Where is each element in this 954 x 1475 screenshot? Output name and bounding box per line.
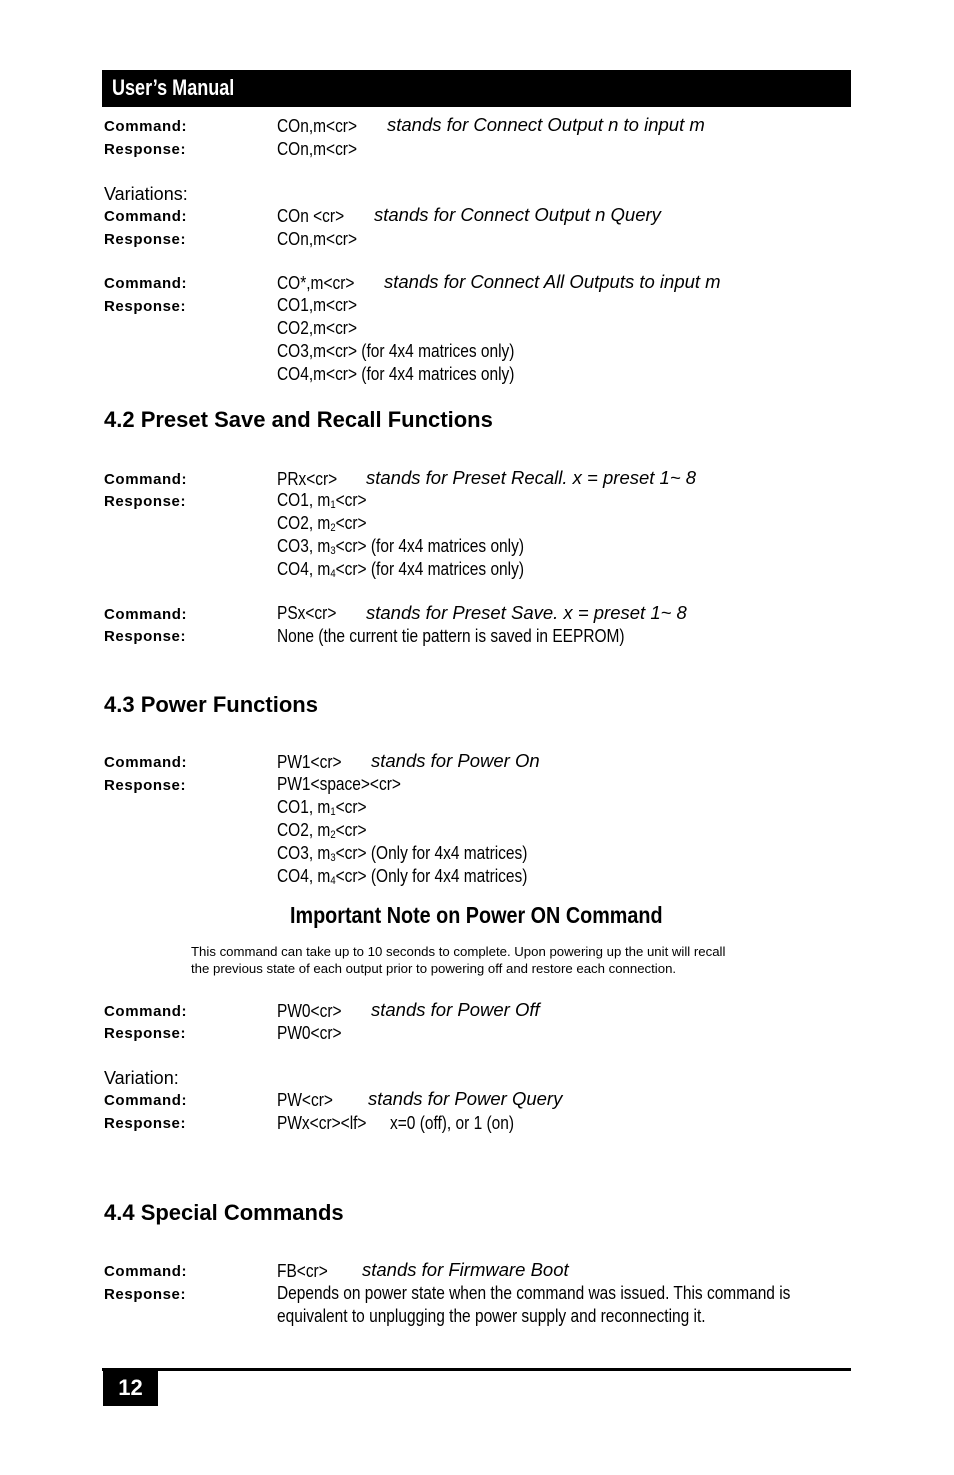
response-label: Response: [104, 493, 187, 510]
variations-label: Variations: [104, 184, 188, 204]
response-line: CO1, $m_1<cr>$ [277, 490, 367, 511]
command-value: COn,m<cr> [277, 116, 358, 136]
response-label: Response: [104, 141, 187, 158]
command-value: PRx<cr> [277, 469, 338, 489]
response-label: Response: [104, 231, 187, 248]
response-list [277, 1282, 790, 1328]
response-label: Response: [104, 298, 187, 315]
response-line: CO3, $m_3<cr> (for$ 4x4 matrices only) [277, 536, 525, 557]
response-label: Response: [104, 1025, 187, 1042]
command-description: stands for Connect All Outputs to input m [384, 271, 721, 292]
response-label: Response: [104, 1286, 187, 1303]
response-list [277, 773, 527, 888]
page-number: 12 [118, 1375, 143, 1400]
command-description: stands for Preset Save. x = preset 1~ 8 [366, 602, 687, 623]
command-label: Command: [104, 754, 188, 771]
command-description: stands for Power On [371, 750, 540, 771]
response-line: CO4,m<cr> (for 4x4 matrices only) [277, 364, 515, 384]
header-title: User’s Manual [112, 75, 235, 100]
command-label: Command: [104, 275, 188, 292]
response-value: None (the current tie pattern is saved in EEPROM) [277, 626, 625, 646]
response-label: Response: [104, 1115, 187, 1132]
command-label: Command: [104, 208, 188, 225]
response-line: CO2, $m_2<cr>$ [277, 513, 367, 534]
response-line: CO1, $m_1<cr>$ [277, 797, 367, 818]
response-line: CO3,m<cr> (for 4x4 matrices only) [277, 341, 515, 361]
variation-label: Variation: [104, 1068, 179, 1088]
command-description: stands for Power Query [368, 1088, 563, 1109]
note-title: Important Note on Power ON Command [290, 902, 663, 928]
command-value: COn <cr> [277, 206, 345, 226]
response-line: CO2,m<cr> [277, 318, 358, 338]
command-value: PW0<cr> [277, 1001, 342, 1021]
response-value: PW0<cr> [277, 1023, 342, 1043]
response-list [277, 294, 514, 386]
response-line: CO3, $m_3<cr>$ (Only for 4x4 matrices) [277, 843, 528, 864]
response-label: Response: [104, 777, 187, 794]
response-list [277, 489, 524, 581]
command-description: stands for Connect Output n Query [374, 204, 661, 225]
response-line: equivalent to unplugging the power supply and reconnecting it. [277, 1306, 706, 1326]
command-description: stands for Connect Output n to input m [387, 114, 705, 135]
command-value: FB<cr> [277, 1261, 328, 1281]
command-value: PSx<cr> [277, 603, 337, 623]
command-label: Command: [104, 471, 188, 488]
response-line: PW1<space><cr> [277, 774, 401, 794]
response-note: x=0 (off), or 1 (on) [390, 1113, 515, 1133]
response-line: CO2, $m_2<cr>$ [277, 820, 367, 841]
command-value: PW<cr> [277, 1090, 333, 1110]
command-label: Command: [104, 1263, 188, 1280]
response-value: COn,m<cr> [277, 229, 358, 249]
response-line: Depends on power state when the command was issued. This command is [277, 1283, 791, 1303]
section-heading: 4.4 Special Commands [104, 1200, 344, 1225]
note-line: This command can take up to 10 seconds to complete. Upon powering up the unit will recall [191, 944, 726, 959]
command-label: Command: [104, 1003, 188, 1020]
command-label: Command: [104, 606, 188, 623]
note-line: the previous state of each output prior to powering off and restore each connection. [191, 961, 677, 976]
response-line: CO4, $m_4<cr>$ (Only for 4x4 matrices) [277, 866, 528, 887]
response-label: Response: [104, 628, 187, 645]
command-value: CO*,m<cr> [277, 273, 355, 293]
section-heading: 4.3 Power Functions [104, 692, 318, 717]
note-body [191, 943, 725, 977]
response-value: COn,m<cr> [277, 139, 358, 159]
response-line: CO4, $m_4<cr> (for$ 4x4 matrices only) [277, 559, 525, 580]
command-description: stands for Power Off [371, 999, 540, 1020]
command-label: Command: [104, 1092, 188, 1109]
response-line: CO1,m<cr> [277, 295, 358, 315]
command-label: Command: [104, 118, 188, 135]
section-heading: 4.2 Preset Save and Recall Functions [104, 407, 493, 432]
command-description: stands for Preset Recall. x = preset 1~ 8 [366, 467, 697, 488]
response-value: PWx<cr><lf> [277, 1113, 367, 1133]
footer-rule [102, 1368, 851, 1371]
command-description: stands for Firmware Boot [362, 1259, 569, 1280]
command-value: PW1<cr> [277, 752, 342, 772]
